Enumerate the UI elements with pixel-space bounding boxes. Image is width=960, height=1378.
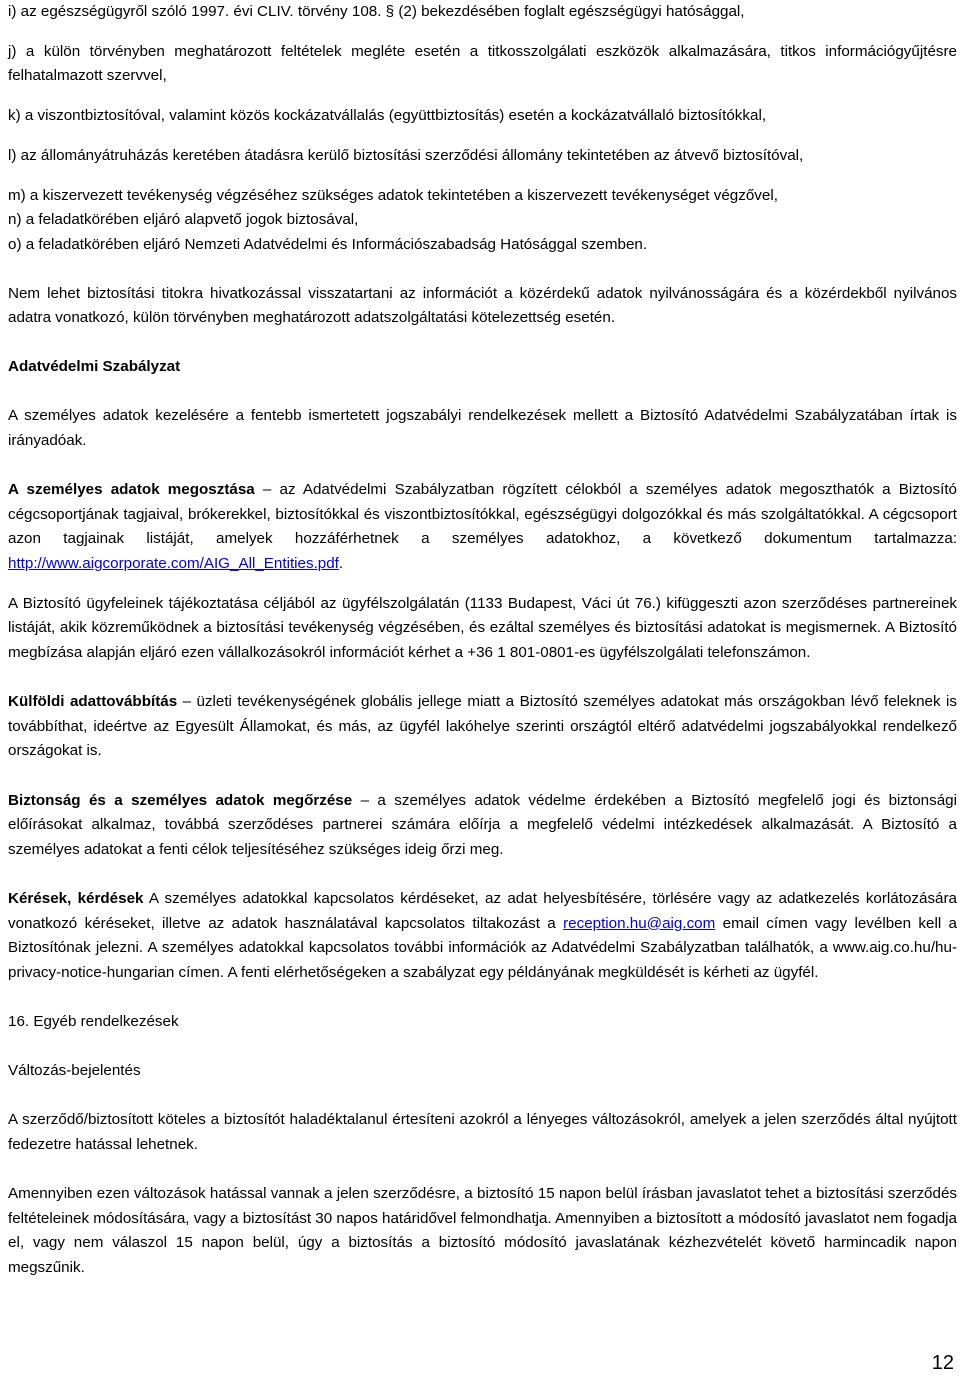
list-item-o: o) a feladatkörében eljáró Nemzeti Adatvédelmi és Információszabadság Hatósággal szemben. [8,235,648,253]
paragraph-megosztas [8,478,957,576]
document-page [8,0,957,1305]
paragraph-biztonsag [8,789,957,863]
list-item-j: j) a külön törvényben meghatározott feltételek megléte esetén a titkosszolgálati eszközök alkalmazására, titkos információgyűjtésre felhatalmazott szervvel, [8,42,957,85]
list-item-l: l) az állományátruházás keretében átadásra kerülő biztosítási szerződési állomány tekintetében az átvevő biztosítóval, [8,146,804,164]
keresek-label: Kérések, kérdések [8,889,144,907]
list-item-n: n) a feladatkörében eljáró alapvető jogok biztosával, [8,211,359,229]
paragraph-ugyfelszolgalat: A Biztosító ügyfeleinek tájékoztatása céljából az ügyfélszolgálatán (1133 Budapest, Váci út 76.) kifüggeszti azon szerződéses partnereinek listáját, akik közreműködnek a biztosítási tevékenység végzésében, és ezáltal személyes és biztosítási adatokat is megismernek. A Biztosító megbízása alapján eljáró ezen vállalkozásokról információt kérhet a +36 1 801-0801-es ügyfélszolgálati telefonszámon. [8,594,957,661]
subheading-valtozas: Változás-bejelentés [8,1062,141,1080]
heading-adatvedelmi: Adatvédelmi Szabályzat [8,358,181,376]
megosztas-label: A személyes adatok megosztása [8,481,255,499]
biztonsag-label: Biztonság és a személyes adatok megőrzése [8,791,353,809]
paragraph-secret-exception: Nem lehet biztosítási titokra hivatkozással visszatartani az információt a közérdekű adatok nyilvánosságára és a közérdekből nyilvános adatra vonatkozó, külön törvényben meghatározott adatszolgáltatási kötelezettség esetén. [8,284,957,327]
section-megosztas [8,478,957,665]
paragraph-valtozas-1: A szerződő/biztosított köteles a biztosítót haladéktalanul értesíteni azokról a lényeges változásokról, amelyek a jelen szerződés által nyújtott fedezetre hatással lehetnek. [8,1111,957,1153]
keresek-text-2: email címen vagy levélben kell a Biztosítónak jelezni. A személyes adatokkal kapcsolatos további információk az Adatvédelmi Szabályzatban találhatók, a www.aig.co.hu/hu-privacy-notice-hungarian címen. A fenti elérhetőségeken a szabályzat egy példányának megküldését is kérheti az ügyfél. [8,914,958,981]
megosztas-period: . [338,555,344,573]
biztonsag-text: – a személyes adatok védelme érdekében a Biztosító megfelelő jogi és biztonsági előírásokat alkalmaz, továbbá szerződéses partnerei számára előírja a megfelelő védelmi intézkedések alkalmazását. A Biztosító a személyes adatokat a fenti célok teljesítéséhez szükséges ideig őrzi meg. [8,791,957,858]
list-item-k: k) a viszontbiztosítóval, valamint közös kockázatvállalás (együttbiztosítás) esetén a kockázatvállaló biztosítókkal, [8,107,767,125]
section-16-heading: 16. Egyéb rendelkezések [8,1012,179,1030]
kulfoldi-text: – üzleti tevékenységének globális jellege miatt a Biztosító személyes adatokat más országokban lévő feleknek is továbbíthat, ideértve az Egyesült Államokat, és más, az ügyfél lakóhelye szerinti országtól eltérő adatvédelmi jogszabályokkal rendelkező országokat is. [8,693,957,760]
reception-email-link[interactable]: reception.hu@aig.com [563,914,716,932]
aig-entities-link[interactable]: http://www.aigcorporate.com/AIG_All_Entities.pdf [8,555,339,573]
list-item-i: i) az egészségügyről szóló 1997. évi CLIV. törvény 108. § (2) bekezdésében foglalt egészségügyi hatósággal, [8,3,745,20]
list-item-m: m) a kiszervezett tevékenység végzéséhez szükséges adatok tekintetében a kiszervezett tevékenységet végzővel, [8,186,778,204]
recipient-list [8,0,957,258]
paragraph-kulfoldi [8,690,957,764]
keresek-text: A személyes adatokkal kapcsolatos kérdéseket, az adat helyesbítésére, törlésére vagy az adatkezelés korlátozására vonatkozó kéréseket, illetve az adatok használatával kapcsolatos tiltakozást a [8,889,957,932]
paragraph-keresek [8,887,957,985]
paragraph-valtozas-2: Amennyiben ezen változások hatással vannak a jelen szerződésre, a biztosító 15 napon belül írásban javaslatot tehet a biztosítási szerződés feltételeinek módosítására, vagy a biztosítást 30 napos határidővel felmondhatja. Amennyiben a biztosított a módosító javaslatot nem fogadja el, vagy nem válaszol 15 napon belül, úgy a biztosítás a biztosító módosító javaslatának kézhezvételét követő harmincadik napon megszűnik. [8,1185,957,1276]
paragraph-adatvedelmi: A személyes adatok kezelésére a fentebb ismertetett jogszabályi rendelkezések mellett a Biztosító Adatvédelmi Szabályzatában írtak is irányadóak. [8,407,957,450]
kulfoldi-label: Külföldi adattovábbítás [8,693,178,711]
megosztas-text: – az Adatvédelmi Szabályzatban rögzített célokból a személyes adatok megoszthatók a Biztosító cégcsoportjának tagjaival, brókerekkel, biztosítókkal és viszontbiztosítókkal, egészségügyi dolgozókkal és más szolgáltatókkal. A cégcsoport azon tagjainak listáját, amelyek hozzáférhetnek a személyes adatokhoz, a következő dokumentum tartalmazza: [8,481,957,548]
page-number: 12 [931,1352,954,1374]
